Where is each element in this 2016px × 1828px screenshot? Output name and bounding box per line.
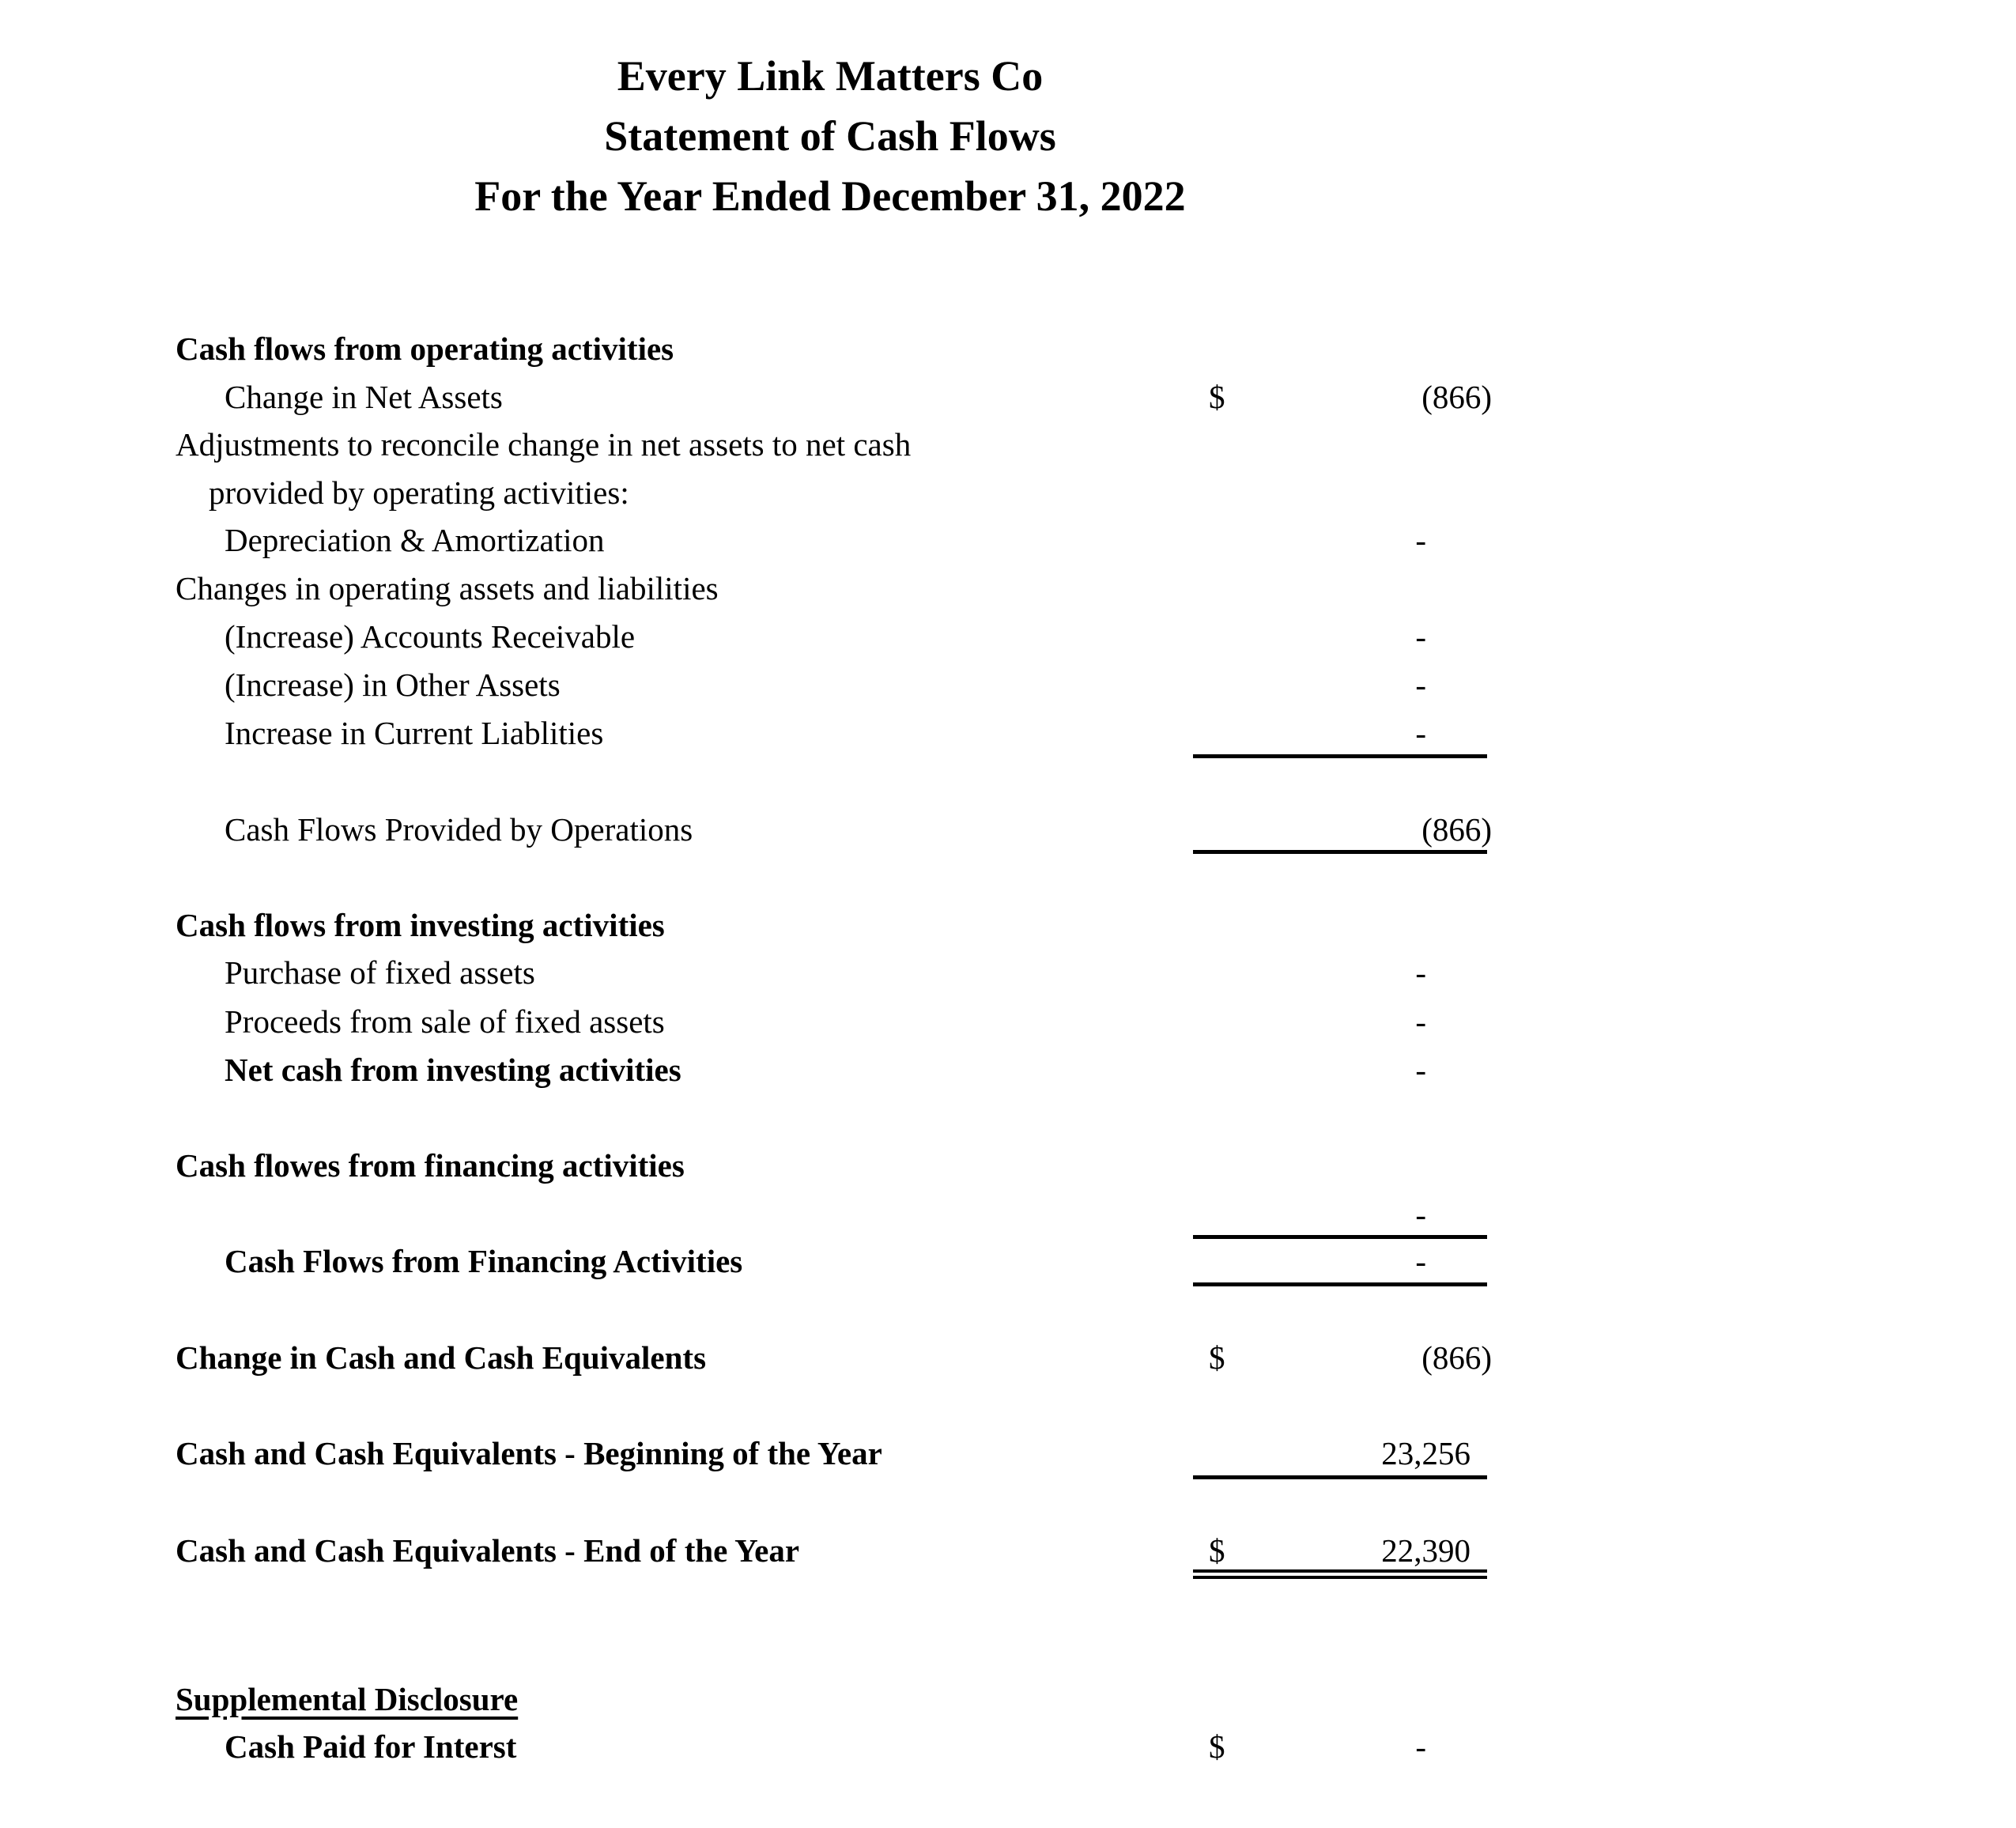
beginning-cash-label: Cash and Cash Equivalents - Beginning of the Year: [176, 1435, 882, 1471]
operations-total-row: [0, 806, 2016, 853]
supplemental-heading: Supplemental Disclosure: [176, 1681, 519, 1717]
beginning-cash-value: 23,256: [1381, 1435, 1470, 1471]
current-liabilities-row: [0, 709, 2016, 757]
purchase-value: -: [1415, 954, 1426, 991]
end-cash-row: [0, 1527, 2016, 1574]
current-liabilities-label: Increase in Current Liablities: [225, 715, 604, 751]
proceeds-row: [0, 998, 2016, 1045]
change-net-assets-row: [0, 373, 2016, 421]
accounts-receivable-value: -: [1415, 618, 1426, 655]
financing-item-value: -: [1415, 1196, 1426, 1233]
period-title: For the Year Ended December 31, 2022: [474, 172, 1186, 220]
operating-heading: Cash flows from operating activities: [176, 330, 674, 367]
adjustments-row-1: [0, 421, 2016, 468]
dollar-sign: $: [1209, 1728, 1225, 1765]
end-cash-label: Cash and Cash Equivalents - End of the Year: [176, 1532, 800, 1569]
accounts-receivable-label: (Increase) Accounts Receivable: [225, 618, 636, 655]
beginning-cash-row: [0, 1430, 2016, 1477]
dollar-sign: $: [1209, 1339, 1225, 1376]
current-liabilities-value: -: [1415, 715, 1426, 751]
depreciation-label: Depreciation & Amortization: [225, 522, 605, 558]
financing-heading: Cash flowes from financing activities: [176, 1147, 685, 1184]
operations-total-label: Cash Flows Provided by Operations: [225, 811, 693, 848]
financing-total-label: Cash Flows from Financing Activities: [225, 1243, 743, 1279]
change-net-assets-label: Change in Net Assets: [225, 379, 503, 415]
statement-title: Statement of Cash Flows: [604, 112, 1056, 160]
investing-total-row: [0, 1046, 2016, 1093]
operating-heading-row: [0, 325, 2016, 372]
other-assets-row: [0, 661, 2016, 708]
adjustments-row-2: [0, 469, 2016, 516]
total-rule: [1193, 1282, 1487, 1286]
changes-heading-row: [0, 565, 2016, 612]
adjustments-label-line2: provided by operating activities:: [209, 474, 629, 511]
financing-total-value: -: [1415, 1243, 1426, 1279]
change-cash-value: (866): [1421, 1339, 1492, 1376]
depreciation-value: -: [1415, 522, 1426, 558]
dollar-sign: $: [1209, 1532, 1225, 1569]
investing-total-label: Net cash from investing activities: [225, 1052, 681, 1088]
interest-label: Cash Paid for Interst: [225, 1728, 517, 1765]
change-cash-label: Change in Cash and Cash Equivalents: [176, 1339, 707, 1376]
financing-item-row: [0, 1191, 2016, 1238]
depreciation-row: [0, 516, 2016, 564]
company-name: Every Link Matters Co: [617, 52, 1044, 100]
total-rule: [1193, 850, 1487, 854]
financing-heading-row: [0, 1142, 2016, 1189]
double-rule-bottom: [1193, 1576, 1487, 1579]
accounts-receivable-row: [0, 613, 2016, 660]
change-cash-row: [0, 1334, 2016, 1381]
changes-heading: Changes in operating assets and liabilities: [176, 570, 719, 606]
investing-heading: Cash flows from investing activities: [176, 907, 665, 943]
proceeds-label: Proceeds from sale of fixed assets: [225, 1003, 665, 1040]
investing-total-value: -: [1415, 1052, 1426, 1088]
financing-total-row: [0, 1237, 2016, 1285]
subtotal-rule: [1193, 1475, 1487, 1479]
adjustments-label-line1: Adjustments to reconcile change in net assets to net cash: [176, 426, 912, 463]
dollar-sign: $: [1209, 379, 1225, 415]
end-cash-value: 22,390: [1381, 1532, 1470, 1569]
other-assets-label: (Increase) in Other Assets: [225, 667, 561, 703]
double-rule-top: [1193, 1569, 1487, 1573]
interest-value: -: [1415, 1728, 1426, 1765]
purchase-label: Purchase of fixed assets: [225, 954, 535, 991]
subtotal-rule: [1193, 754, 1487, 758]
purchase-row: [0, 949, 2016, 996]
other-assets-value: -: [1415, 667, 1426, 703]
proceeds-value: -: [1415, 1003, 1426, 1040]
interest-row: [0, 1723, 2016, 1770]
supplemental-heading-row: [0, 1675, 2016, 1723]
investing-heading-row: [0, 901, 2016, 949]
operations-total-value: (866): [1421, 811, 1492, 848]
change-net-assets-value: (866): [1421, 379, 1492, 415]
